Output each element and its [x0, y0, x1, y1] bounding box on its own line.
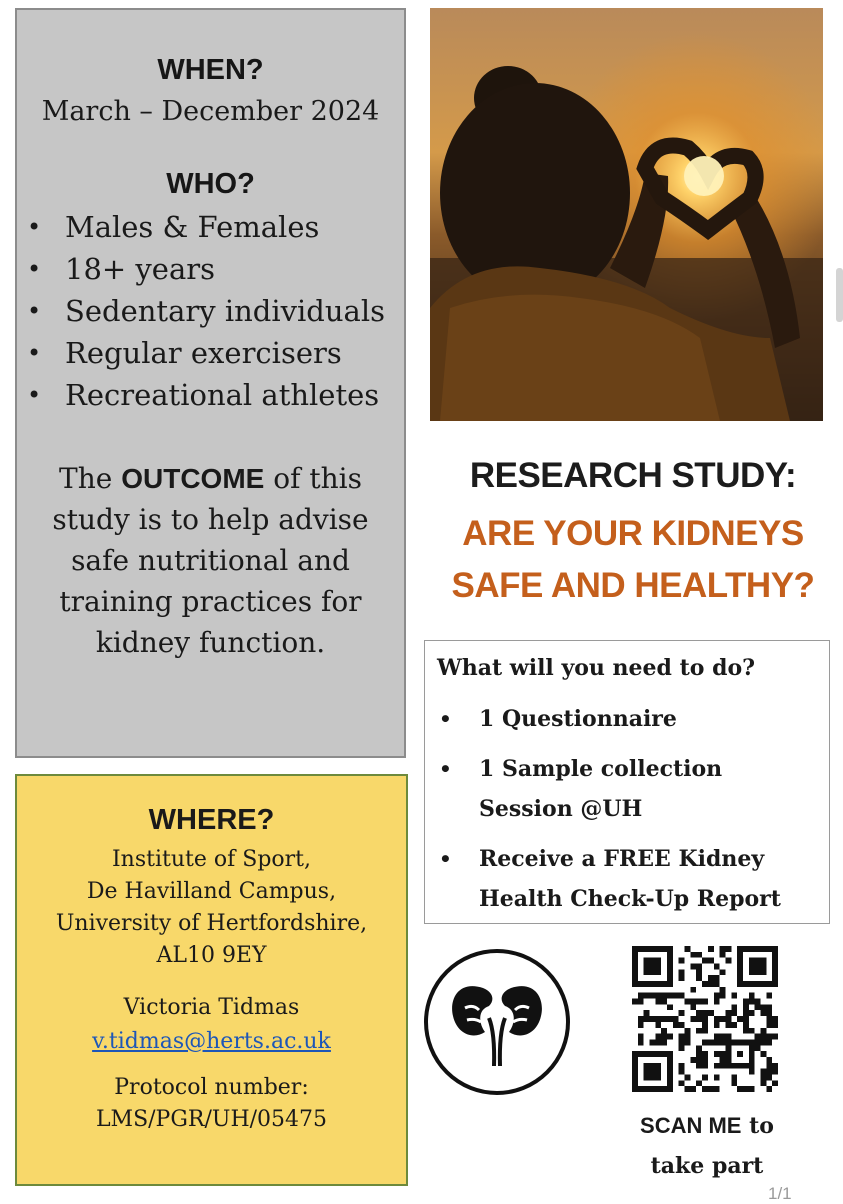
scan-instruction	[612, 1106, 802, 1186]
kidney-icon	[423, 948, 571, 1096]
address-line: De Havilland Campus,	[86, 879, 337, 904]
task-line: Receive a FREE Kidney	[479, 846, 765, 872]
email-link[interactable]: v.tidmas@herts.ac.uk	[92, 1029, 331, 1054]
photo-illustration	[430, 8, 823, 421]
contact-name: Victoria Tidmas	[123, 995, 300, 1020]
title-line-safe-healthy: SAFE AND HEALTHY?	[451, 566, 815, 605]
task-item	[425, 749, 829, 829]
study-title	[428, 450, 838, 612]
task-item	[425, 699, 829, 739]
info-panel-when-who	[15, 8, 406, 758]
outcome-text	[17, 458, 404, 663]
who-list	[17, 206, 404, 416]
when-dates: March – December 2024	[41, 96, 380, 127]
tasks-box	[424, 640, 830, 924]
scan-to: to	[749, 1113, 774, 1139]
page-indicator: 1/1	[768, 1184, 792, 1203]
task-line: Session @UH	[479, 796, 643, 822]
info-panel-where	[15, 774, 408, 1186]
task-line: 1 Sample collection	[479, 756, 723, 782]
title-line-research-study: RESEARCH STUDY:	[469, 456, 797, 495]
when-heading: WHEN?	[157, 54, 264, 86]
outcome-line: safe nutritional and	[71, 544, 350, 577]
who-heading: WHO?	[166, 168, 255, 200]
scrollbar-thumb[interactable]	[836, 268, 843, 322]
outcome-suffix: of this	[273, 462, 362, 495]
task-item	[425, 839, 829, 919]
who-item: • Males & Females	[17, 206, 404, 248]
tasks-list	[425, 699, 829, 929]
outcome-bold: OUTCOME	[121, 463, 265, 494]
who-item: • Regular exercisers	[17, 332, 404, 374]
protocol-number: LMS/PGR/UH/05475	[95, 1107, 328, 1132]
protocol-label: Protocol number:	[114, 1075, 309, 1100]
address	[17, 844, 406, 972]
who-item: • Sedentary individuals	[17, 290, 404, 332]
task-line: Health Check-Up Report	[479, 886, 781, 912]
address-line: AL10 9EY	[156, 943, 267, 968]
outcome-line: kidney function.	[95, 626, 326, 659]
title-line-kidneys: ARE YOUR KIDNEYS	[462, 514, 804, 553]
scan-take-part: take part	[650, 1153, 764, 1179]
where-heading: WHERE?	[148, 804, 275, 836]
address-line: Institute of Sport,	[111, 847, 312, 872]
tasks-question: What will you need to do?	[437, 655, 756, 681]
address-line: University of Hertfordshire,	[55, 911, 368, 936]
qr-code[interactable]	[632, 946, 778, 1092]
sunset-heart-hands-photo	[430, 8, 823, 421]
outcome-line: study is to help advise	[52, 503, 369, 536]
outcome-line: training practices for	[59, 585, 362, 618]
who-item: • 18+ years	[17, 248, 404, 290]
task-line: 1 Questionnaire	[479, 706, 677, 732]
scan-me-bold: SCAN ME	[640, 1113, 742, 1138]
outcome-prefix: The	[59, 462, 113, 495]
who-item: • Recreational athletes	[17, 374, 404, 416]
